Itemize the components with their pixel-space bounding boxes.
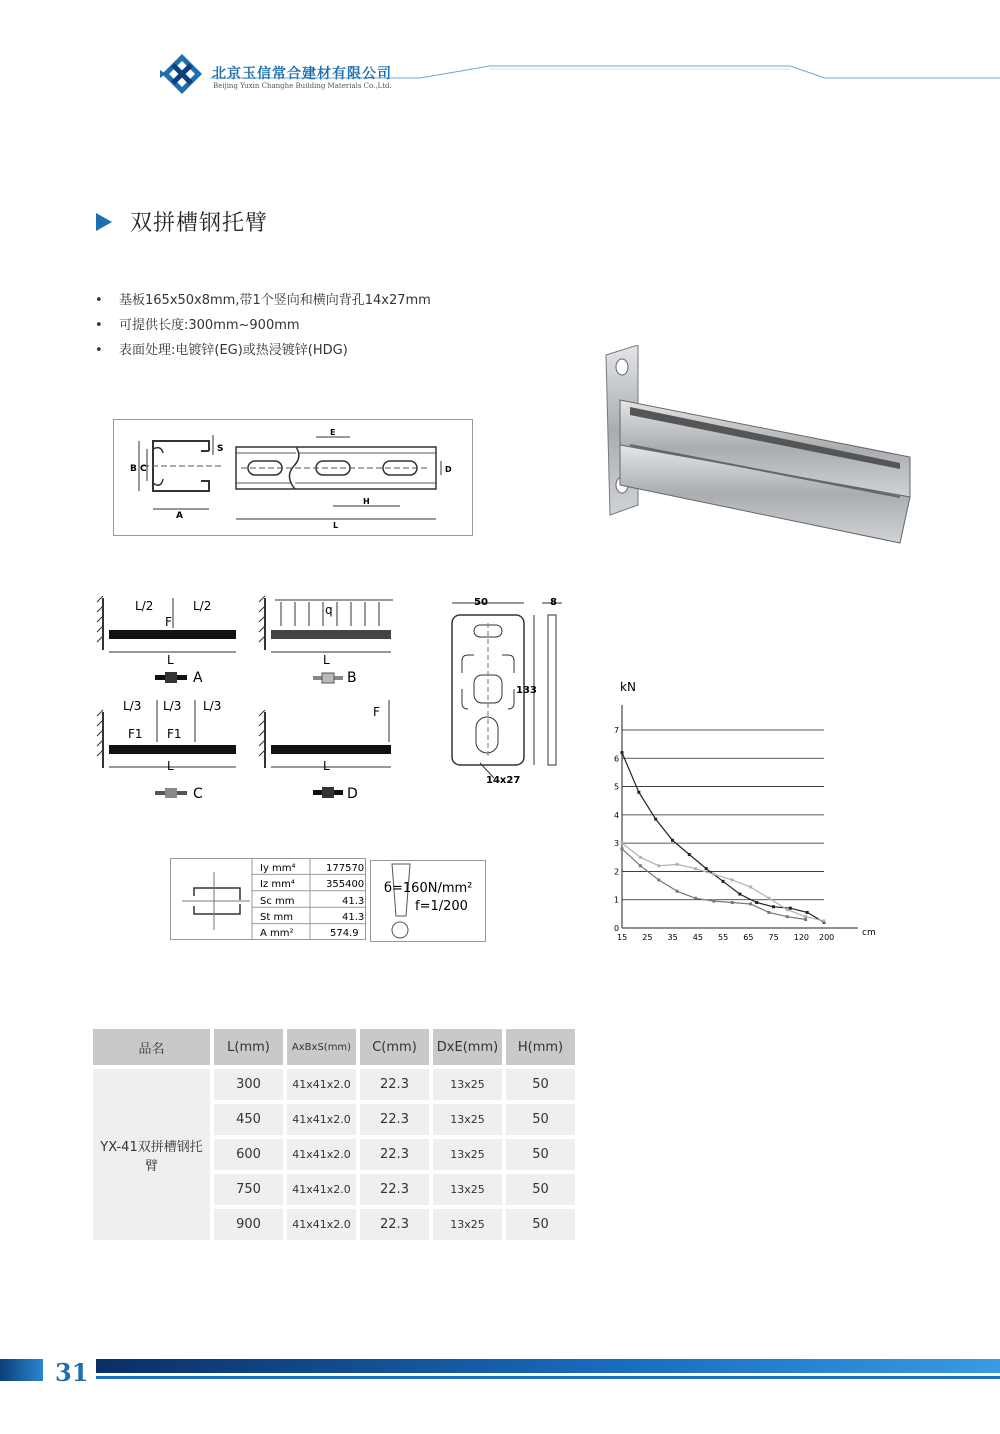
y-tick-label: 7 — [614, 726, 620, 735]
data-point — [767, 911, 770, 914]
cell-dxe: 13x25 — [433, 1209, 502, 1240]
cell-axbxs: 41x41x2.0 — [287, 1139, 356, 1170]
label-s: S — [217, 444, 224, 454]
label-a: A — [176, 511, 183, 521]
section-properties-table — [170, 858, 366, 940]
data-point — [671, 839, 674, 842]
load-chart — [610, 675, 880, 945]
stress-value: б=160N/mm² — [384, 881, 473, 896]
x-tick-label: 55 — [718, 933, 729, 942]
page-title: 双拼槽钢托臂 — [130, 211, 269, 236]
data-point — [676, 863, 679, 866]
y-tick-label: 5 — [614, 782, 620, 792]
data-point — [772, 905, 775, 908]
prop-value: 355400 — [326, 879, 365, 890]
label-l-half: L/2 — [135, 599, 154, 613]
company-name-en: Beijing Yuxin Changhe Building Materials Co.,Ltd. — [213, 82, 392, 90]
list-item: • 可提供长度:300mm~900mm — [95, 318, 300, 333]
data-point — [676, 890, 679, 893]
label-l-third: L/3 — [163, 699, 182, 713]
x-tick-label: 200 — [819, 933, 835, 942]
data-point — [705, 867, 708, 870]
footer-bar-right — [96, 1359, 1000, 1373]
y-tick-label: 6 — [614, 754, 620, 764]
case-tag-c: C — [193, 786, 203, 802]
cell-axbxs: 41x41x2.0 — [287, 1069, 356, 1100]
prop-label: Iz mm⁴ — [260, 879, 295, 890]
label-e: E — [330, 428, 336, 437]
label-length: L — [323, 653, 330, 667]
y-tick-label: 4 — [614, 810, 620, 820]
list-item: • 表面处理:电镀锌(EG)或热浸镀锌(HDG) — [95, 343, 348, 358]
x-tick-label: 15 — [617, 933, 628, 942]
data-point — [755, 901, 758, 904]
data-point — [722, 880, 725, 883]
title-arrow-icon — [96, 213, 112, 231]
data-point — [654, 818, 657, 821]
y-tick-label: 3 — [614, 839, 620, 849]
table-header-row — [93, 1029, 575, 1065]
page-number: 31 — [55, 1358, 89, 1387]
series-line — [622, 849, 806, 920]
cell-dxe: 13x25 — [433, 1069, 502, 1100]
base-plate-drawing — [438, 593, 578, 788]
prop-label: Iy mm⁴ — [260, 863, 296, 874]
label-length: L — [167, 653, 174, 667]
data-point — [621, 847, 624, 850]
column-header: C(mm) — [360, 1029, 429, 1065]
column-header: DxE(mm) — [433, 1029, 502, 1065]
data-point — [806, 911, 809, 914]
data-point — [767, 897, 770, 900]
x-tick-label: 65 — [743, 933, 754, 942]
data-point — [749, 902, 752, 905]
cell-c: 22.3 — [360, 1209, 429, 1240]
channel-profile-drawing — [113, 419, 473, 536]
column-header: L(mm) — [214, 1029, 283, 1065]
label-force: F — [373, 705, 380, 719]
label-l-third: L/3 — [203, 699, 222, 713]
cell-h: 50 — [506, 1139, 575, 1170]
label-length: L — [167, 759, 174, 773]
data-point — [786, 908, 789, 911]
case-tag-b: B — [347, 670, 357, 686]
prop-value: 41.3 — [342, 896, 365, 907]
x-tick-label: 75 — [768, 933, 779, 942]
deflection-value: f=1/200 — [415, 899, 468, 914]
label-hole: 14x27 — [486, 775, 521, 786]
x-tick-label: 120 — [793, 933, 810, 942]
x-tick-label: 25 — [642, 933, 653, 942]
y-tick-label: 1 — [614, 895, 620, 905]
data-point — [731, 878, 734, 881]
cell-l: 300 — [214, 1069, 283, 1100]
footer-bar-left — [0, 1359, 43, 1381]
label-h: H — [363, 497, 370, 506]
x-tick-label: 35 — [667, 933, 678, 942]
case-tag-d: D — [347, 786, 358, 802]
cell-c: 22.3 — [360, 1174, 429, 1205]
company-logo-icon — [160, 52, 204, 96]
label-force-f1: F1 — [128, 727, 143, 741]
data-point — [694, 897, 697, 900]
spec-table — [89, 1025, 579, 1244]
data-point — [823, 919, 826, 922]
cell-l: 600 — [214, 1139, 283, 1170]
column-header: H(mm) — [506, 1029, 575, 1065]
label-thickness: 8 — [550, 597, 557, 608]
stress-box — [370, 860, 486, 942]
label-height: 133 — [516, 685, 537, 696]
data-point — [804, 918, 807, 921]
data-point — [731, 901, 734, 904]
cell-h: 50 — [506, 1069, 575, 1100]
prop-value: 41.3 — [342, 912, 365, 923]
prop-label: Sc mm — [260, 896, 295, 907]
y-tick-label: 2 — [614, 867, 620, 877]
cell-dxe: 13x25 — [433, 1139, 502, 1170]
prop-value: 177570 — [326, 863, 365, 874]
data-point — [657, 878, 660, 881]
x-tick-label: 45 — [692, 933, 703, 942]
cell-l: 450 — [214, 1104, 283, 1135]
label-c: C — [140, 464, 147, 474]
cell-h: 50 — [506, 1174, 575, 1205]
data-point — [621, 842, 624, 845]
data-point — [804, 915, 807, 918]
label-width: 50 — [474, 597, 488, 608]
label-d: D — [445, 465, 452, 474]
cell-c: 22.3 — [360, 1139, 429, 1170]
data-point — [789, 907, 792, 910]
product-name-cell: YX-41双拼槽钢托臂 — [93, 1069, 210, 1240]
cell-c: 22.3 — [360, 1069, 429, 1100]
cell-c: 22.3 — [360, 1104, 429, 1135]
data-point — [786, 915, 789, 918]
label-force-f1: F1 — [167, 727, 182, 741]
company-name-cn: 北京玉信常合建材有限公司 — [212, 66, 392, 82]
cell-axbxs: 41x41x2.0 — [287, 1174, 356, 1205]
data-point — [639, 856, 642, 859]
product-photo — [600, 345, 915, 550]
label-l-third: L/3 — [123, 699, 142, 713]
label-length: L — [323, 759, 330, 773]
data-point — [749, 885, 752, 888]
load-case-diagrams — [95, 590, 400, 802]
prop-label: St mm — [260, 912, 293, 923]
y-axis-label: kN — [620, 680, 636, 694]
data-point — [621, 751, 624, 754]
cell-dxe: 13x25 — [433, 1174, 502, 1205]
case-tag-a: A — [193, 670, 203, 686]
label-b: B — [130, 464, 137, 474]
data-point — [694, 867, 697, 870]
data-point — [712, 900, 715, 903]
label-l-half: L/2 — [193, 599, 212, 613]
list-item: • 基板165x50x8mm,带1个竖向和横向背孔14x27mm — [95, 293, 431, 308]
column-header: 品名 — [93, 1029, 210, 1065]
prop-value: 574.9 — [330, 928, 359, 939]
cell-axbxs: 41x41x2.0 — [287, 1104, 356, 1135]
data-point — [639, 864, 642, 867]
data-point — [712, 873, 715, 876]
cell-l: 750 — [214, 1174, 283, 1205]
x-axis-label: cm — [862, 928, 876, 938]
data-point — [738, 893, 741, 896]
label-q: q — [325, 603, 333, 617]
cell-h: 50 — [506, 1209, 575, 1240]
table-row — [93, 1069, 575, 1100]
footer-line — [96, 1376, 1000, 1379]
data-point — [688, 853, 691, 856]
column-header: AxBxS(mm) — [287, 1029, 356, 1065]
label-force: F — [165, 615, 172, 629]
cell-l: 900 — [214, 1209, 283, 1240]
y-tick-label: 0 — [614, 924, 620, 933]
cell-h: 50 — [506, 1104, 575, 1135]
data-point — [657, 864, 660, 867]
data-point — [637, 791, 640, 794]
label-l: L — [333, 521, 339, 530]
cell-dxe: 13x25 — [433, 1104, 502, 1135]
series-line — [622, 753, 824, 923]
prop-label: A mm² — [260, 928, 294, 939]
cell-axbxs: 41x41x2.0 — [287, 1209, 356, 1240]
feature-list — [95, 288, 431, 363]
